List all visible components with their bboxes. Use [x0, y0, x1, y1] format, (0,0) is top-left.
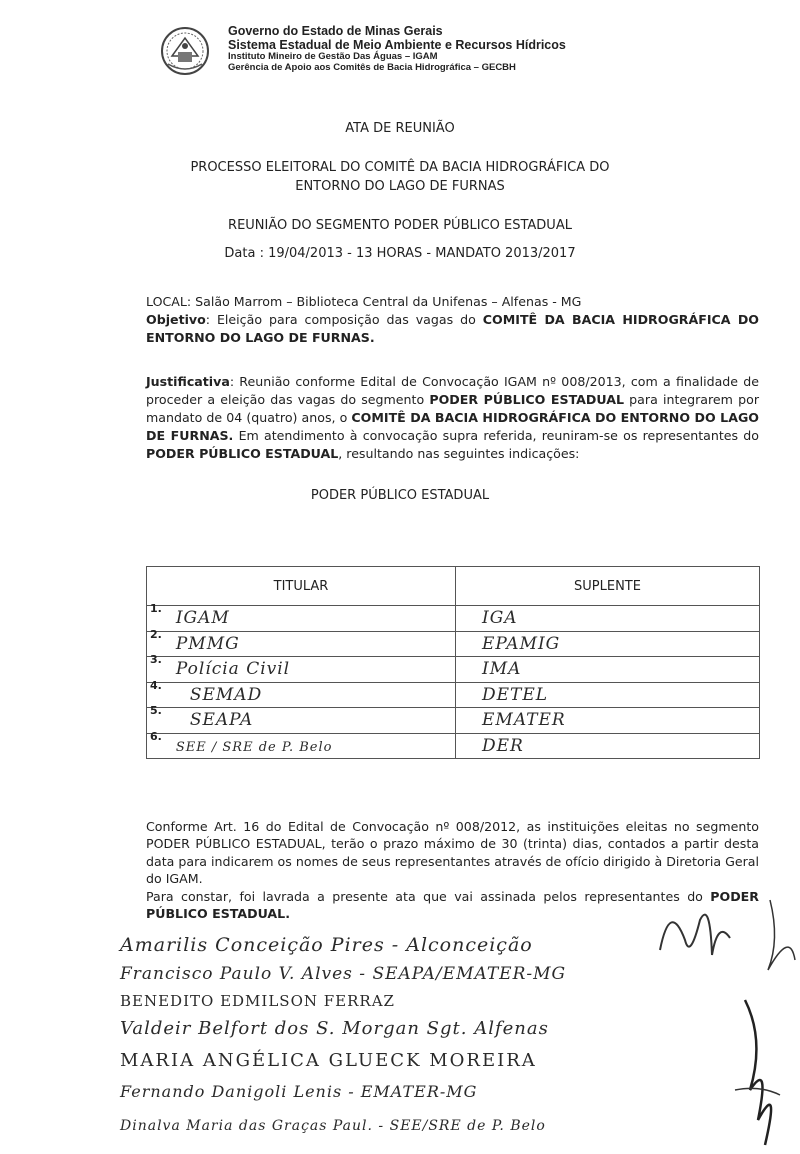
titular-value: SEMAD: [189, 684, 263, 705]
objective-committee: COMITÊ DA BACIA HIDROGRÁFICA DO ENTORNO DO LAGO DE FURNAS.: [146, 311, 760, 345]
state-seal-icon: [160, 26, 210, 76]
closing-statement-bold: PODER PÚBLICO ESTADUAL.: [146, 888, 759, 921]
document-title: ATA DE REUNIÃO: [345, 121, 455, 136]
titular-cell: [147, 704, 456, 734]
suplente-header: SUPLENTE: [456, 567, 760, 606]
justification-label: Justificativa: [146, 374, 230, 389]
suplente-cell: [456, 631, 760, 657]
table-row: [147, 733, 760, 759]
table-row: [147, 631, 760, 657]
government-name: Governo do Estado de Minas Gerais: [228, 24, 443, 38]
titular-cell: [147, 730, 456, 759]
titular-value: IGAM: [175, 608, 230, 629]
titular-header: TITULAR: [147, 567, 456, 606]
row-number: 2.: [150, 627, 162, 641]
results-table: [146, 566, 760, 759]
signature-2: Francisco Paulo V. Alves - SEAPA/EMATER-MG: [120, 964, 567, 984]
titular-cell: [147, 678, 456, 708]
suplente-value: IGA: [482, 608, 518, 629]
justification-text-4: , resultando nas seguintes indicações:: [338, 445, 580, 461]
suplente-value: DER: [482, 735, 524, 756]
meeting-date: Data : 19/04/2013 - 13 HORAS - MANDATO 2013/2017: [224, 246, 576, 261]
local-text: Salão Marrom – Biblioteca Central da Unifenas – Alfenas - MG: [191, 294, 582, 309]
titular-cell: [147, 627, 456, 657]
suplente-value: EPAMIG: [482, 633, 561, 654]
justification-bold-3: PODER PÚBLICO ESTADUAL: [146, 445, 339, 461]
table-row: [147, 682, 760, 708]
row-number: 3.: [150, 653, 162, 667]
signature-4: Valdeir Belfort dos S. Morgan Sgt. Alfenas: [120, 1018, 549, 1039]
process-title-line2: ENTORNO DO LAGO DE FURNAS: [295, 179, 505, 194]
suplente-cell: [456, 682, 760, 708]
institute-name: Instituto Mineiro de Gestão Das Águas – IGAM: [228, 51, 438, 62]
signature-5: MARIA ANGÉLICA GLUECK MOREIRA: [120, 1050, 537, 1071]
row-number: 6.: [150, 730, 162, 744]
system-name: Sistema Estadual de Meio Ambiente e Recursos Hídricos: [228, 38, 566, 52]
justification-text-2: para integrarem por mandato de 04 (quatro) anos, o: [146, 391, 759, 425]
letterhead: [228, 24, 566, 73]
suplente-cell: [456, 708, 760, 734]
justification-text-1: : Reunião conforme Edital de Convocação IGAM nº 008/2013, com a finalidade de proceder a eleição das vagas do segmento: [146, 374, 759, 407]
closing-paragraph: Conforme Art. 16 do Edital de Convocação nº 008/2012, as instituições eleitas no segmento PODER PÚBLICO ESTADUAL, terão o prazo máximo de 30 (trinta) dias, contados a partir desta data para indicarem os nomes de seus representantes através de ofício dirigido à Diretoria Geral do IGAM.: [146, 819, 759, 887]
suplente-value: IMA: [482, 659, 522, 680]
local-line: [146, 293, 759, 311]
row-number: 4.: [150, 678, 162, 692]
signature-1: Amarilis Conceição Pires - Alconceição: [120, 934, 533, 956]
segment-title: REUNIÃO DO SEGMENTO PODER PÚBLICO ESTADUAL: [228, 218, 572, 233]
suplente-cell: [456, 657, 760, 683]
titular-value: PMMG: [175, 633, 240, 654]
suplente-value: EMATER: [482, 710, 566, 731]
table-row: [147, 657, 760, 683]
margin-signatures-icon: [640, 880, 800, 1150]
justification-bold-2: COMITÊ DA BACIA HIDROGRÁFICA DO ENTORNO DO LAGO DE FURNAS.: [146, 409, 759, 443]
signature-3: BENEDITO EDMILSON FERRAZ: [120, 992, 395, 1010]
department-name: Gerência de Apoio aos Comitês de Bacia Hidrográfica – GECBH: [228, 61, 516, 73]
closing-statement-text: Para constar, foi lavrada a presente ata que vai assinada pelos representantes do: [146, 888, 711, 904]
objective-paragraph: [146, 311, 759, 347]
local-label: LOCAL:: [146, 294, 192, 309]
justification-paragraph: [146, 373, 759, 462]
table-row: [147, 606, 760, 632]
table-row: [147, 708, 760, 734]
suplente-cell: [456, 606, 760, 632]
titular-value: SEAPA: [189, 710, 254, 731]
section-title: PODER PÚBLICO ESTADUAL: [310, 488, 490, 503]
titular-cell: [147, 602, 456, 632]
justification-text-3: Em atendimento à convocação supra referida, reuniram-se os representantes do: [233, 427, 760, 443]
signature-6: Fernando Danigoli Lenis - EMATER-MG: [120, 1082, 478, 1101]
titular-value: SEE / SRE de P. Belo: [175, 740, 333, 756]
suplente-value: DETEL: [482, 684, 549, 705]
titular-cell: [147, 653, 456, 683]
suplente-cell: [456, 733, 760, 759]
row-number: 5.: [150, 704, 162, 718]
titular-value: Polícia Civil: [175, 659, 291, 680]
objective-text: : Eleição para composição das vagas do: [205, 311, 483, 327]
table-header-row: [147, 567, 760, 606]
process-title-line1: PROCESSO ELEITORAL DO COMITÊ DA BACIA HIDROGRÁFICA DO: [190, 160, 610, 175]
meeting-details: [146, 293, 759, 347]
row-number: 1.: [150, 602, 162, 616]
signature-7: Dinalva Maria das Graças Paul. - SEE/SRE de P. Belo: [120, 1118, 546, 1134]
objective-label: Objetivo: [146, 311, 206, 327]
justification-bold-1: PODER PÚBLICO ESTADUAL: [429, 391, 624, 407]
